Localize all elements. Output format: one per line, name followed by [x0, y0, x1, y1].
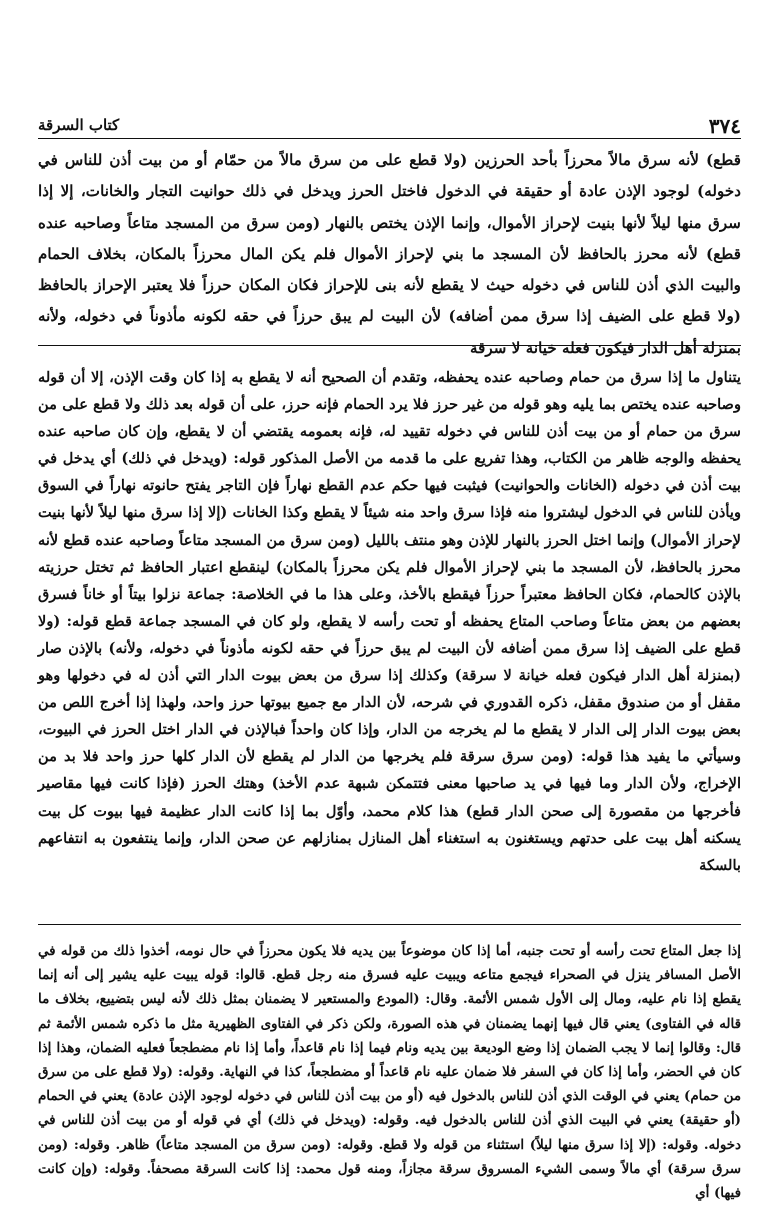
- footnote-text: إذا جعل المتاع تحت رأسه أو تحت جنبه، أما إذا كان موضوعاً بين يديه فلا يكون محرزاً في حال نومه، أخذوا ذلك من قوله في الأصل المسافر ينزل في الصحراء فيجمع متاعه ويبيت عليه فسرق منه رجل قطع. قالوا: قوله يبيت عليه يشير إلى أنه إنما يقطع إذا نام عليه، ومال إلى الأول شمس الأئمة. وقال: (المودع والمستعير لا يضمنان بمثل ذلك لأنه ليس بتضييع، بخلاف ما قاله في الفتاوى) يعني قال فيها إنهما يضمنان في هذه الصورة، ولكن ذكر في الفتاوى الظهيرية مثل ما ذكره شمس الأئمة ثم قال: وقالوا إنما لا يجب الضمان إذا وضع الوديعة بين يديه ونام فيما إذا نام قاعداً، وأما إذا نام مضطجعاً فعليه الضمان، وهذا إذا كان في الحضر، وأما إذا كان في السفر فلا ضمان عليه نام قاعداً أو مضطجعاً، كذا في النهاية. وقوله: (ولا قطع على من سرق من حمام) يعني في الوقت الذي أذن للناس بالدخول فيه (أو من بيت أذن للناس في دخوله لوجود الإذن عادة) يعني في الحمام (أو حقيقة) يعني في البيت الذي أذن للناس بالدخول فيه. وقوله: (ويدخل في ذلك) أي في قوله أو من بيت أذن للناس في دخوله. وقوله: (إلا إذا سرق منها ليلاً) استثناء من قوله ولا قطع. وقوله: (ومن سرق من المسجد متاعاً) ظاهر. وقوله: (ومن سرق سرقة) أي مالاً وسمى الشيء المسروق سرقة مجازاً، ومنه قول محمد: إذا كانت السرقة مصحفاً. وقوله: (وإن كانت فيها) أي: [38, 943, 741, 1202]
- section-divider-bottom: [38, 924, 741, 925]
- book-page: [38, 98, 741, 1202]
- page-header: [38, 98, 741, 139]
- sharh-section: [38, 364, 741, 907]
- footnote-section: [38, 939, 741, 1202]
- page-number: ٣٧٤: [708, 114, 741, 138]
- matn-section: [38, 145, 741, 357]
- matn-text: قطع) لأنه سرق مالاً محرزاً بأحد الحرزين (ولا قطع على من سرق مالاً من حمّام أو من بيت أذن للناس في دخوله) لوجود الإذن عادة أو حقيقة في الدخول فاختل الحرز ويدخل في ذلك حوانيت التجار والخانات، إلا إذا سرق منها ليلاً لأنها بنيت لإحراز الأموال، وإنما الإذن يختص بالنهار (ومن سرق من المسجد متاعاً وصاحبه عنده قطع) لأنه محرز بالحافظ لأن المسجد ما بني لإحراز الأموال فلم يكن المال محرزاً بالمكان، بخلاف الحمام والبيت الذي أذن للناس في دخوله حيث لا يقطع لأنه بنى للإحراز فكان المكان حرزاً فلا يعتبر الإحراز بالحافظ (ولا قطع على الضيف إذا سرق ممن أضافه) لأن البيت لم يبق حرزاً في حقه لكونه مأذوناً في دخوله، ولأنه بمنزلة أهل الدار فيكون فعله خيانة لا سرقة: [38, 151, 741, 357]
- sharh-text: يتناول ما إذا سرق من حمام وصاحبه عنده يحفظه، وتقدم أن الصحيح أنه لا يقطع به إذا كان وقت الإذن، إلا أن قوله وصاحبه عنده يختص بما يليه وهو قوله من غير حرز فلا يرد الحمام فإنه حرز، على أن قوله بعد ذلك ولا قطع على من سرق من حمام أو من بيت أذن للناس في دخوله تقييد له، فإنه بعمومه يقتضي أن لا يقطع، وإن كان صاحبه عنده يحفظه والوجه ظاهر من الكتاب، وهذا تفريع على ما قدمه من الأصل المذكور قوله: (ويدخل في ذلك) أي يدخل في بيت أذن في دخوله (الخانات والحوانيت) فيثبت فيها حكم عدم القطع نهاراً فإن التاجر يفتح حانوته نهاراً في السوق ويأذن للناس في الدخول ليشتروا منه فإذا سرق واحد منه شيئاً لا يقطع وكذا الخانات (إلا إذا سرق منها ليلاً لأنها بنيت لإحراز الأموال) وإنما اختل الحرز بالنهار للإذن وهو منتف بالليل (ومن سرق من المسجد متاعاً وصاحبه عنده قطع لأنه محرز بالحافظ، لأن المسجد ما بني لإحراز الأموال فلم يكن محرزاً بالمكان) لينقطع اعتبار الحافظ ثم تختل حرزيته بالإذن كالحمام، فكان الحافظ معتبراً حرزاً فيقطع بالأخذ، وعلى هذا ما في الخلاصة: جماعة نزلوا بيتاً أو خاناً فسرق بعضهم من بعض متاعاً وصاحب المتاع يحفظه أو تحت رأسه لا يقطع، ولو كان في المسجد جماعة قطع قوله: (ولا قطع على الضيف إذا سرق ممن أضافه لأن البيت لم يبق حرزاً في حقه لكونه مأذوناً في دخوله، ولأنه) بالإذن صار (بمنزلة أهل الدار فيكون فعله خيانة لا سرقة) وكذلك إذا سرق من بعض بيوت الدار التي أذن له في دخولها وهو مقفل أو من صندوق مقفل، ذكره القدوري في شرحه، لأن الدار مع جميع بيوتها حرز واحد، ولهذا إذا أخرج اللص من بعض بيوت الدار إلى الدار لا يقطع ما لم يخرجه من الدار، وإذا كان واحداً فبالإذن في الدار اختل الحرز في البيوت، وسيأتي ما يفيد هذا قوله: (ومن سرق سرقة فلم يخرجها من الدار لم يقطع لأن الدار كلها حرز واحد فلا بد من الإخراج، ولأن الدار وما فيها في يد صاحبها معنى فتتمكن شبهة عدم الأخذ) وهتك الحرز (فإذا كانت فيها مقاصير فأخرجها من مقصورة إلى صحن الدار قطع) هذا كلام محمد، وأوّل بما إذا كانت الدار عظيمة فيها بيوت كل بيت يسكنه أهل بيت على حدتهم ويستغنون به استغناء أهل المنازل بمنازلهم عن صحن الدار، وإنما ينتفعون به انتفاعهم بالسكة: [38, 369, 741, 874]
- running-head: كتاب السرقة: [38, 116, 120, 134]
